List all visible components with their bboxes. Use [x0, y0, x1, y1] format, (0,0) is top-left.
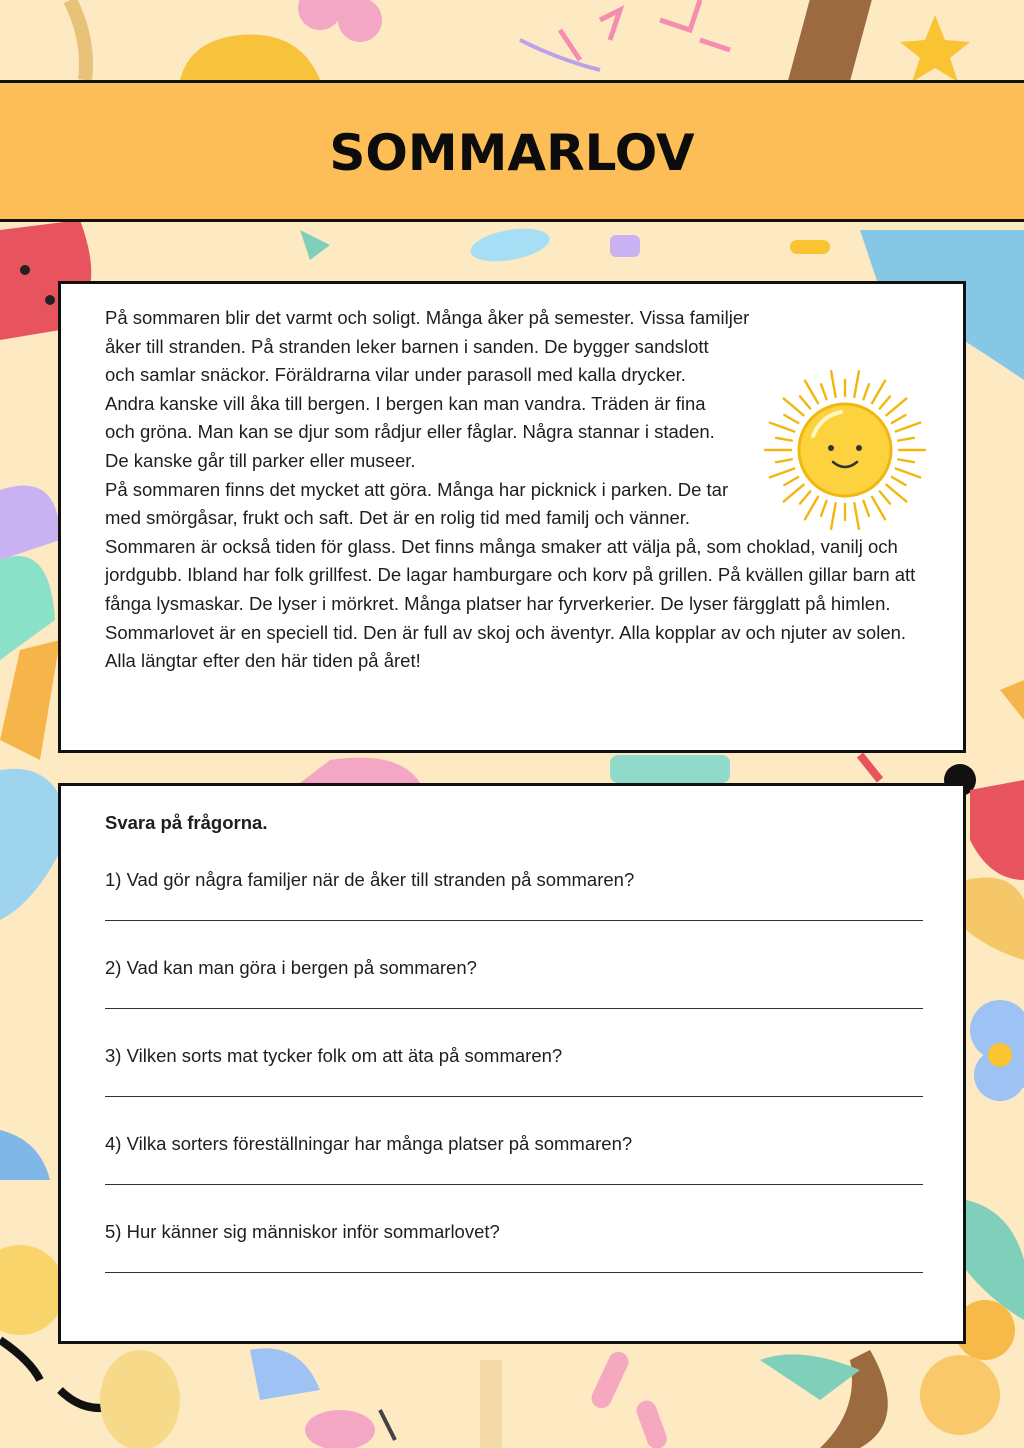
answer-line[interactable] [105, 1272, 923, 1273]
question-text: 2) Vad kan man göra i bergen på sommaren? [105, 957, 477, 978]
sun-ray [863, 384, 868, 399]
sun-ray [892, 415, 906, 423]
answer-line[interactable] [105, 1008, 923, 1009]
rope-doodle [70, 0, 86, 80]
sun-ray [896, 468, 920, 477]
sun-ray [800, 491, 810, 503]
flower-doodle-top [298, 0, 382, 42]
sun-ray [863, 501, 868, 516]
question-text: 3) Vilken sorts mat tycker folk om att äta på sommaren? [105, 1045, 563, 1066]
sun-ray [886, 399, 906, 416]
sun-ray [880, 396, 890, 408]
sun-ray [800, 396, 810, 408]
story-paragraph: På sommaren finns det mycket att göra. Många har picknick i parken. De tar med smörgåsar, frukt och saft. Det är en rolig tid med familj och vänner. [105, 478, 729, 529]
waffle-doodle [180, 35, 320, 80]
sun-ray [892, 477, 906, 485]
title-banner [0, 80, 1024, 222]
sun-ray [784, 415, 798, 423]
question-text: 4) Vilka sorters föreställningar har många platser på sommaren? [105, 1133, 633, 1154]
star-doodle [900, 15, 970, 82]
sun-ray [831, 503, 836, 529]
answer-line[interactable] [105, 1184, 923, 1185]
answer-line[interactable] [105, 1096, 923, 1097]
sun-ray [805, 497, 818, 520]
sun-ray [776, 459, 792, 462]
sun-ray [898, 438, 914, 441]
sun-ray [898, 459, 914, 462]
sun-ray [821, 384, 826, 399]
sun-ray [854, 503, 859, 529]
reading-text-panel [58, 281, 966, 753]
sun-ray [784, 485, 804, 502]
sun-ray [872, 381, 885, 404]
story-paragraph: Sommarlovet är en speciell tid. Den är full av skoj och äventyr. Alla kopplar av och njuter av solen. Alla längtar efter den här tiden på året! [105, 621, 907, 672]
question-item [105, 1220, 925, 1308]
question-item [105, 868, 925, 956]
sun-ray [784, 399, 804, 416]
page-title: SOMMARLOV [329, 124, 695, 182]
sun-ray [896, 423, 920, 432]
sun-ray [854, 371, 859, 397]
story-paragraph: På sommaren blir det varmt och soligt. Många åker på semester. Vissa familjer åker till stranden. På stranden leker barnen i sanden. De bygger sandslott och samlar snäckor. Föräldrarna vilar under parasoll med kalla drycker. Andra kanske vill åka till bergen. I bergen kan man vandra. Träden är fina och gröna. Man kan se djur som rådjur eller fåglar. Några stannar i staden. De kanske går till parker eller museer. [105, 307, 750, 471]
questions-panel [58, 783, 966, 1344]
smiley-doodle [0, 1245, 65, 1335]
sun-ray [821, 501, 826, 516]
smiling-sun-icon [761, 366, 929, 534]
flower-doodle-right [970, 1000, 1024, 1101]
sun-ray [784, 477, 798, 485]
question-text: 5) Hur känner sig människor inför sommarlovet? [105, 1221, 500, 1242]
sun-ray [805, 381, 818, 404]
question-text: 1) Vad gör några familjer när de åker till stranden på sommaren? [105, 869, 635, 890]
sun-ray [770, 423, 794, 432]
sun-ray [831, 371, 836, 397]
question-item [105, 956, 925, 1044]
story-paragraph: Sommaren är också tiden för glass. Det finns många smaker att välja på, som choklad, vanilj och jordgubb. Ibland har folk grillfest. De lagar hamburgare och korv på grillen. På kvällen gillar barn att fånga lysmaskar. De lyser i mörkret. Många platser har fyrverkerier. De lyser färgglatt på himlen. [105, 535, 916, 614]
sun-ray [886, 485, 906, 502]
sun-ray [880, 491, 890, 503]
sun-ray [770, 468, 794, 477]
answer-line[interactable] [105, 920, 923, 921]
sun-ray [872, 497, 885, 520]
questions-heading: Svara på frågorna. [105, 812, 268, 833]
question-item [105, 1132, 925, 1220]
question-item [105, 1044, 925, 1132]
sun-ray [776, 438, 792, 441]
